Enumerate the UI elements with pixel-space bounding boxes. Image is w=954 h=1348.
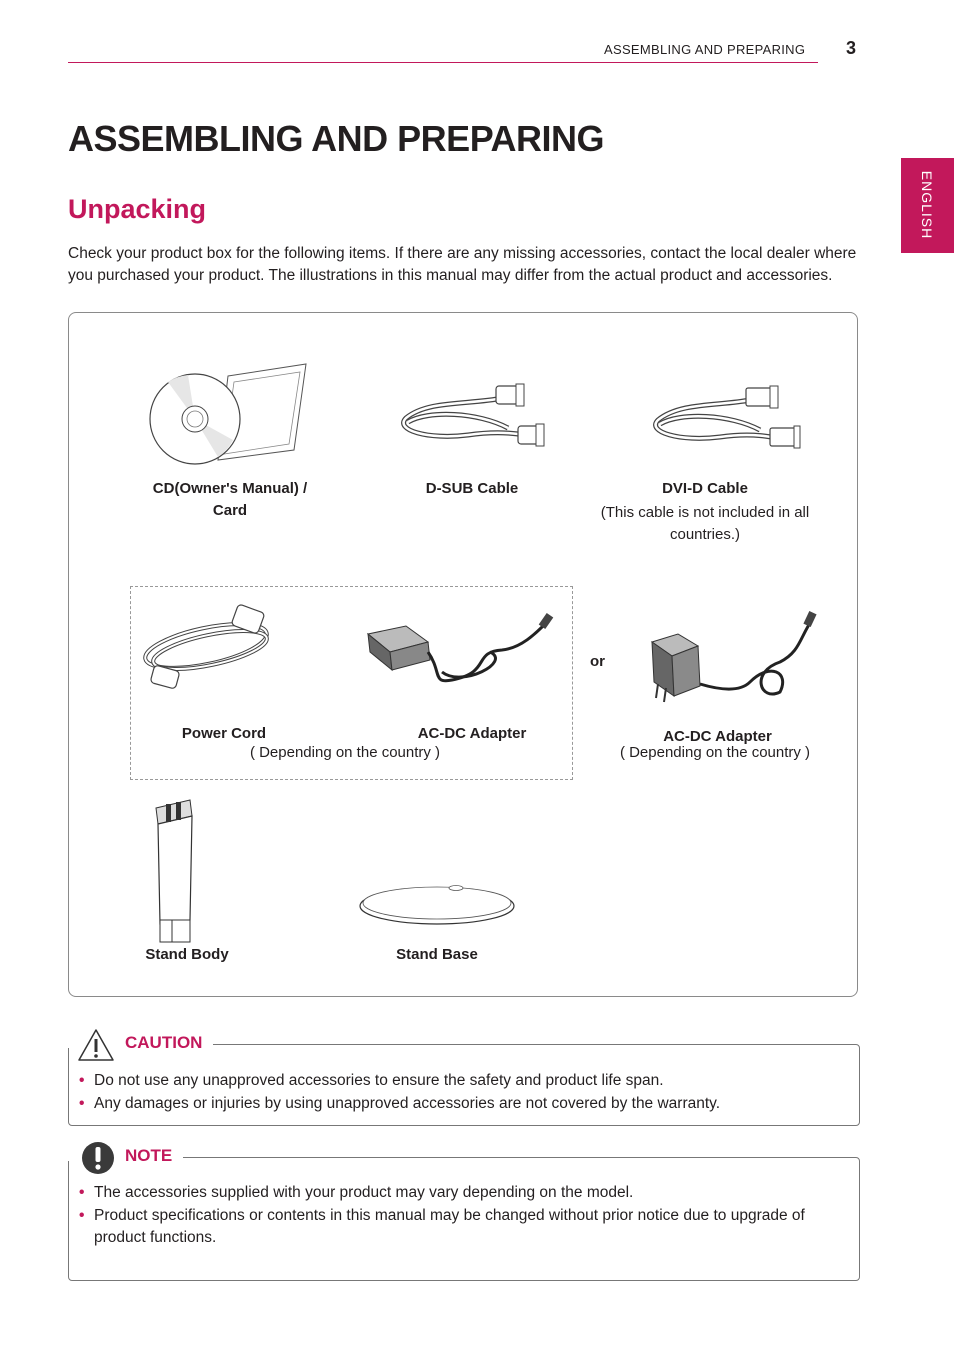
dsub-label: D-SUB Cable — [425, 480, 519, 497]
adapter2-label: AC-DC Adapter — [663, 728, 772, 745]
page-number: 3 — [846, 38, 857, 58]
note-item: • The accessories supplied with your product may vary depending on the model. — [68, 1182, 848, 1205]
caution-item: • Any damages or injuries by using unapproved accessories are not covered by the warranty. — [68, 1093, 848, 1116]
dvid-label: DVI-D Cable — [662, 480, 748, 497]
ac-dc-adapter-wall-illustration — [640, 612, 825, 707]
running-header: ASSEMBLING AND PREPARING — [604, 42, 806, 57]
warning-triangle-icon — [77, 1028, 115, 1062]
stand-base-illustration — [358, 878, 516, 926]
cd-card-illustration — [148, 362, 308, 467]
or-label: or — [590, 653, 605, 670]
note-title: NOTE — [125, 1146, 173, 1165]
section-title: Unpacking — [68, 194, 207, 224]
dvid-cable-illustration — [650, 380, 800, 460]
cd-label-line1: CD(Owner's Manual) / — [152, 480, 308, 497]
intro-paragraph: Check your product box for the following items. If there are any missing accessories, contact the local dealer where you purchased your product. The illustrations in this manual may differ from the actual product and accessories. — [68, 245, 857, 284]
adapter1-label: AC-DC Adapter — [417, 725, 527, 742]
stand-body-illustration — [150, 796, 198, 944]
caution-item: • Do not use any unapproved accessories to ensure the safety and product life span. — [68, 1070, 848, 1093]
power-cord-label: Power Cord — [181, 725, 267, 742]
note-list — [68, 1182, 848, 1250]
dvid-note-line2: countries.) — [669, 526, 741, 543]
page-title: ASSEMBLING AND PREPARING — [68, 118, 605, 159]
ac-dc-adapter-brick-illustration — [362, 612, 562, 692]
language-tab — [901, 158, 954, 253]
adapter1-note: ( Depending on the country ) — [249, 744, 441, 761]
stand-base-label: Stand Base — [396, 946, 478, 963]
header-rule — [68, 62, 818, 63]
dsub-cable-illustration — [398, 380, 548, 455]
dvid-note — [575, 502, 835, 546]
adapter2-note: ( Depending on the country ) — [619, 744, 811, 761]
note-item: • Product specifications or contents in this manual may be changed without prior notice due to upgrade of product functions. — [68, 1205, 848, 1250]
caution-list — [68, 1070, 848, 1115]
caution-title: CAUTION — [125, 1033, 203, 1052]
dvid-note-line1: (This cable is not included in all — [600, 504, 810, 521]
language-tab-label: ENGLISH — [919, 170, 935, 240]
exclamation-circle-icon — [81, 1141, 115, 1175]
cd-label-line2: Card — [212, 502, 248, 519]
cd-label — [130, 478, 330, 522]
power-cord-illustration — [138, 606, 283, 691]
stand-body-label: Stand Body — [145, 946, 229, 963]
